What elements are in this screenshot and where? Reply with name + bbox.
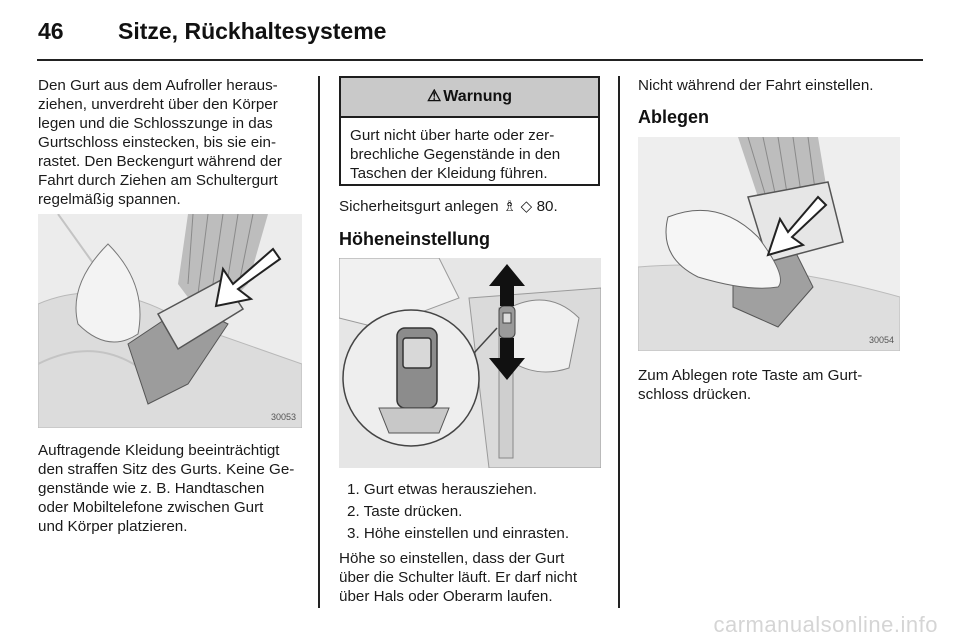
col1-paragraph-2 [38, 441, 294, 536]
text-line: Nicht während der Fahrt einstellen. [638, 77, 874, 94]
header-rule [37, 59, 923, 61]
belt-buckle-illustration [38, 214, 302, 428]
warning-header [341, 78, 598, 118]
figure-fasten-belt [38, 214, 302, 428]
figure-height-adjustment [339, 258, 601, 468]
figure-number: 30054 [868, 335, 894, 345]
section-heading-height: Höheneinstellung [339, 229, 491, 249]
warning-title: Warnung [443, 88, 513, 105]
page-number: 46 [38, 18, 64, 44]
text-line: Zum Ablegen rote Taste am Gurt- [638, 367, 863, 384]
text-line: regelmäßig spannen. [38, 191, 181, 208]
text-line: Höhe so einstellen, dass der Gurt [339, 550, 565, 567]
text-line: brechliche Gegenstände in den [350, 146, 561, 163]
col2-paragraph [339, 549, 577, 606]
column-divider-left [318, 76, 320, 608]
adjustment-steps [347, 479, 569, 545]
text-line: Gurt nicht über harte oder zer- [350, 127, 555, 144]
text-line: Gurtschloss einstecken, bis sie ein- [38, 134, 277, 151]
text-line: über Hals oder Oberarm laufen. [339, 588, 553, 605]
text-line: legen und die Schlosszunge in das [38, 115, 273, 132]
warning-box [339, 76, 600, 186]
section-heading-release: Ablegen [638, 107, 710, 127]
text-line: genstände wie z. B. Handtaschen [38, 480, 265, 497]
text-line: und Körper platzieren. [38, 518, 188, 535]
page-title: Sitze, Rückhaltesysteme [118, 18, 387, 44]
watermark: carmanualsonline.info [713, 612, 938, 637]
page-header [38, 18, 386, 45]
column-divider-right [618, 76, 620, 608]
step-item: 2. Taste drücken. [347, 503, 463, 520]
text-line: ziehen, unverdreht über den Körper [38, 96, 278, 113]
figure-number: 30053 [270, 412, 296, 422]
cross-reference [339, 197, 558, 216]
seatbelt-symbol-icon: ♗ [502, 198, 517, 215]
warning-body [341, 118, 598, 183]
step-item: 3. Höhe einstellen und einrasten. [347, 525, 570, 542]
page-reference-arrow-icon: ◇ [520, 198, 533, 215]
text-line: den straffen Sitz des Gurts. Keine Ge- [38, 461, 295, 478]
text-line: schloss drücken. [638, 386, 752, 403]
text-line: Taschen der Kleidung führen. [350, 165, 548, 182]
text-line: über die Schulter läuft. Er darf nicht [339, 569, 578, 586]
reference-page: 80. [536, 198, 558, 215]
reference-text: Sicherheitsgurt anlegen [339, 198, 499, 215]
text-line: Fahrt durch Ziehen am Schultergurt [38, 172, 278, 189]
col3-intro [638, 76, 874, 95]
figure-release-belt [638, 137, 900, 351]
col1-paragraph-1 [38, 76, 282, 209]
col3-paragraph [638, 366, 862, 404]
text-line: Den Gurt aus dem Aufroller heraus- [38, 77, 278, 94]
belt-release-illustration [638, 137, 900, 351]
text-line: oder Mobiltelefone zwischen Gurt [38, 499, 264, 516]
text-line: rastet. Den Beckengurt während der [38, 153, 282, 170]
height-adjuster-illustration [339, 258, 601, 468]
step-item: 1. Gurt etwas herausziehen. [347, 481, 537, 498]
text-line: Auftragende Kleidung beeinträchtigt [38, 442, 280, 459]
warning-triangle-icon: ⚠ [426, 88, 442, 105]
